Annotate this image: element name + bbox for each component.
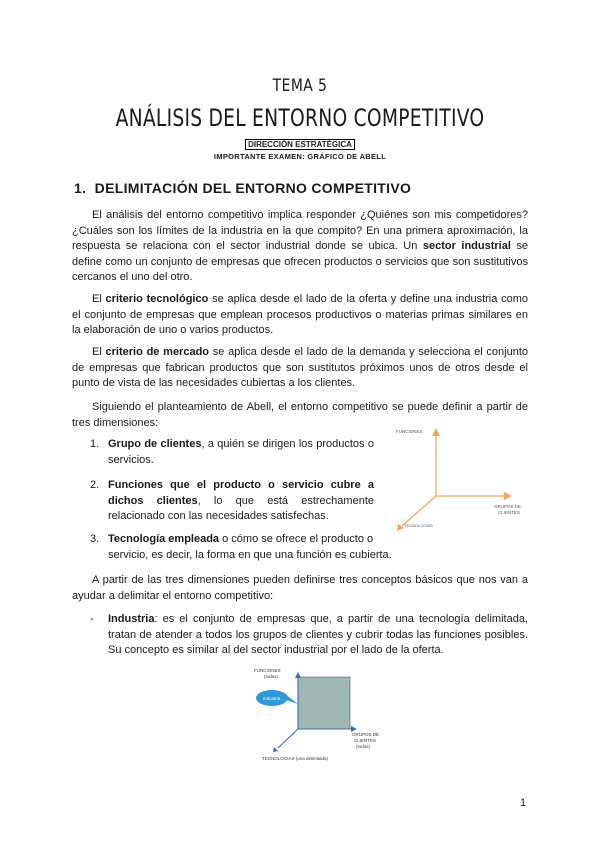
x-axis-label-1: GRUPOS DE	[494, 504, 522, 509]
bullet-dash: -	[90, 613, 94, 625]
term-industria: Industria	[108, 613, 155, 625]
y-axis-arrow-icon	[295, 672, 301, 678]
y-axis-arrow-icon	[432, 428, 440, 436]
tema-number: TEMA 5	[272, 76, 328, 96]
x-axis-arrow-icon	[504, 492, 512, 500]
text: se aplica desde el lado de la demanda y selecciona el conjunto de empresas que fabrican productos que son sustitutos próximos unos de otros desde el punto de vista de las necesidades cubiertas a los clientes.	[72, 346, 528, 389]
course-name-label: DIRECCIÓN ESTRATÉGICA	[245, 139, 355, 150]
page-title: ANÁLISIS DEL ENTORNO COMPETITIVO	[115, 104, 485, 132]
term-criterio-mercado: criterio de mercado	[105, 346, 210, 358]
bubble-label: Industria	[263, 696, 281, 701]
section-title: DELIMITACIÓN DEL ENTORNO COMPETITIVO	[94, 180, 412, 196]
section-number: 1.	[74, 180, 87, 196]
industria-diagram	[240, 662, 380, 772]
abell-axes-diagram	[392, 420, 542, 540]
paragraph-criterio-mercado	[72, 345, 528, 392]
text: El	[92, 293, 106, 305]
x-axis-label-1: GRUPOS DE	[352, 732, 380, 737]
dimensions-list	[90, 437, 374, 535]
industria-box	[298, 677, 350, 729]
page-number: 1	[520, 797, 527, 809]
text: : es el conjunto de empresas que, a partir de una tecnología delimitada, tratan de atender a todos los grupos de clientes y cubrir todas las funciones posibles. Su concepto es similar al del sector industrial por el lado de la oferta.	[108, 613, 528, 656]
text: se define como un conjunto de empresas que ofrecen productos o servicios que son sustitutivos cercanos el uno del otro.	[72, 240, 528, 283]
list-item	[90, 437, 374, 468]
list-number: 1.	[90, 438, 100, 450]
text: El análisis del entorno competitivo implica responder ¿Quiénes son mis competidores? ¿Cuáles son los límites de la industria en la que compito? En una primera aproximación, la respuesta se relaciona con el sector industrial donde se ubica. Un	[72, 209, 528, 252]
term: Tecnología empleada	[108, 533, 220, 545]
z-axis-label: TECNOLOGÍAS	[404, 523, 433, 528]
bullet-text	[108, 612, 528, 659]
x-axis-label-2: CLIENTES	[498, 510, 521, 515]
text: El	[92, 346, 106, 358]
y-axis-label: FUNCIONES	[396, 429, 423, 434]
term: Funciones que el producto o servicio cubre a dichos clientes	[108, 479, 374, 507]
list-item	[90, 478, 374, 525]
y-axis-label-1: FUNCIONES	[254, 668, 281, 673]
list-text	[108, 532, 398, 563]
diagram-axes	[397, 428, 512, 531]
list-number: 2.	[90, 479, 100, 491]
x-axis-label-3: (todos)	[356, 744, 371, 749]
z-axis-label: TECNOLOGÍAS (una delimitada)	[262, 756, 329, 761]
list-number: 3.	[90, 533, 100, 545]
text: , lo que está estrechamente relacionado con las necesidades satisfechas.	[108, 494, 374, 522]
course-name	[0, 140, 600, 149]
y-axis-label-2: (todas)	[264, 674, 279, 679]
term: Grupo de clientes	[108, 438, 202, 450]
term-sector-industrial: sector industrial	[422, 240, 511, 252]
term-criterio-tecnologico: criterio tecnológico	[105, 293, 209, 305]
section-heading	[74, 180, 411, 196]
text: Siguiendo el planteamiento de Abell, el entorno competitivo se puede definir a partir de tres dimensiones:	[72, 401, 528, 429]
paragraph-concepts	[72, 573, 528, 604]
z-axis-arrow-icon	[273, 747, 278, 752]
text: se aplica desde el lado de la oferta y define una industria como el conjunto de empresas que emplean procesos productivos o materias primas similares en la elaboración de uno o varios productos.	[72, 293, 529, 336]
z-axis	[278, 729, 298, 748]
paragraph-criterio-tecnologico	[72, 292, 528, 339]
text: A partir de las tres dimensiones pueden definirse tres conceptos básicos que nos van a ayudar a delimitar el entorno competitivo:	[72, 574, 528, 602]
x-axis-label-2: CLIENTES	[354, 738, 377, 743]
paragraph-intro	[72, 208, 528, 286]
text: o cómo se ofrece el producto o servicio, es decir, la forma en que una función es cubierta.	[108, 533, 392, 561]
text: , a quién se dirigen los productos o servicios.	[108, 438, 374, 466]
z-axis	[402, 496, 436, 526]
exam-note: IMPORTANTE EXAMEN: GRÁFICO DE ABELL	[213, 152, 387, 161]
